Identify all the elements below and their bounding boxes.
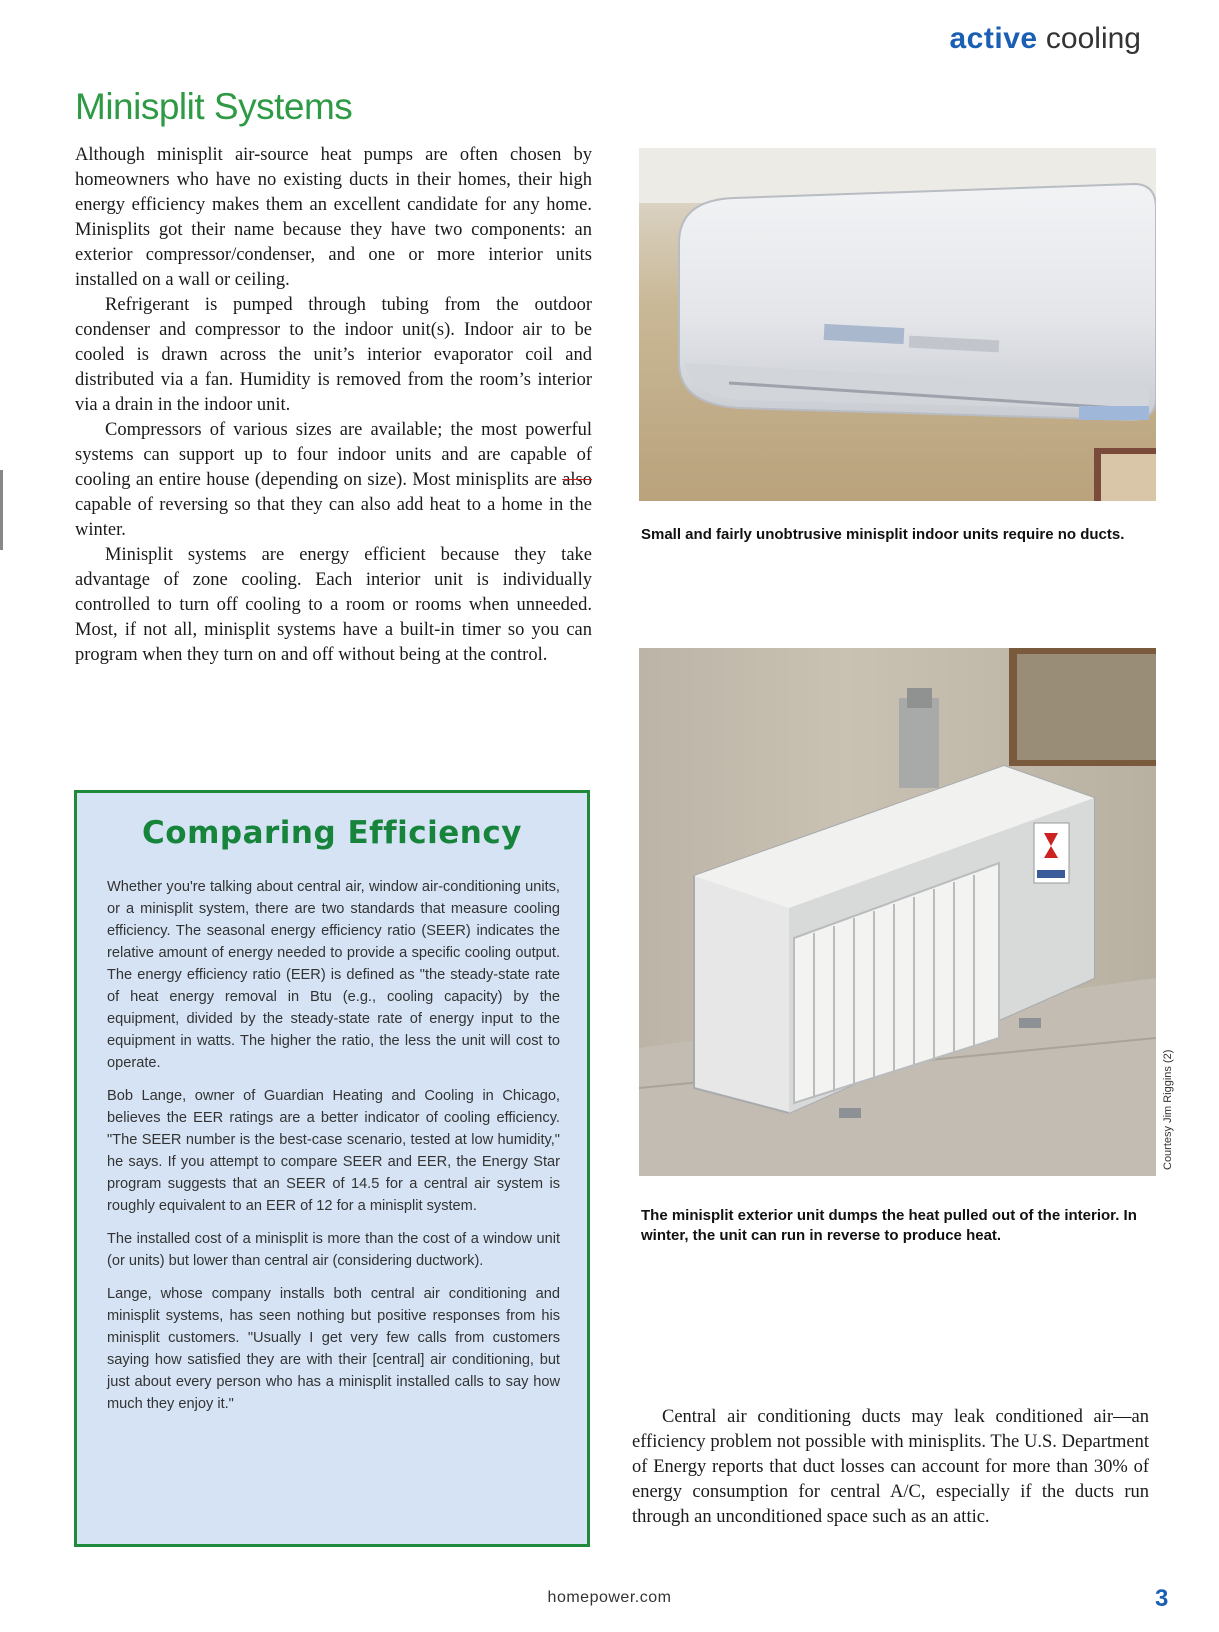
sidebar-paragraph: The installed cost of a minisplit is more than the cost of a window unit (or units) but lower than central air (considering ductwork). <box>107 1231 560 1269</box>
sidebar-body <box>107 876 560 1426</box>
outdoor-unit-illustration <box>639 648 1156 1176</box>
footer-website: homepower.com <box>547 1589 672 1606</box>
indoor-unit-photo <box>639 148 1156 501</box>
page-edge-mark <box>0 470 3 550</box>
article-paragraph-continued: Central air conditioning ducts may leak conditioned air—an efficiency problem not possible with minisplits. The U.S. Department of Energy reports that duct losses can account for more than 30% of energy consumption for central A/C, especially if the ducts run through an unconditioned space such as an attic. <box>632 1407 1149 1527</box>
section-keyword-active: active <box>949 22 1038 55</box>
indoor-unit-illustration <box>639 148 1156 501</box>
article-paragraph: Refrigerant is pumped through tubing from the outdoor condenser and compressor to the indoor unit(s). Indoor air to be cooled is drawn across the unit’s interior evaporator coil and distributed via a fan. Humidity is removed from the room’s interior via a drain in the indoor unit. <box>75 295 592 415</box>
struck-word: also <box>562 470 592 490</box>
outdoor-photo-caption: The minisplit exterior unit dumps the heat pulled out of the interior. In winter, the unit can run in reverse to produce heat. <box>641 1207 1137 1244</box>
section-keyword-cooling: cooling <box>1045 22 1141 55</box>
comparing-efficiency-sidebar <box>74 790 590 1547</box>
outdoor-unit-photo <box>639 648 1156 1176</box>
sidebar-paragraph: Bob Lange, owner of Guardian Heating and Cooling in Chicago, believes the EER ratings are a better indicator of cooling efficiency. "The SEER number is the best-case scenario, tested at low humidity," he says. If you attempt to compare SEER and EER, the Energy Star program suggests that an SEER of 14.5 for a central air system is roughly equivalent to an EER of 12 for a minisplit system. <box>107 1088 560 1214</box>
article-paragraph <box>75 418 592 543</box>
paragraph-text: capable of reversing so that they can also add heat to a home in the winter. <box>75 495 592 540</box>
sidebar-paragraph: Lange, whose company installs both central air conditioning and minisplit systems, has seen nothing but positive responses from his minisplit customers. "Usually I get very few calls from customers saying how satisfied they are with their [central] air conditioning, but just about every person who has a minisplit installed calls to say how much they enjoy it." <box>107 1286 560 1412</box>
article-paragraph: Minisplit systems are energy efficient because they take advantage of zone cooling. Each interior unit is individually controlled to turn off cooling to a room or rooms when unneeded. Most, if not all, minisplit systems have a built-in timer so you can program when they turn on and off without being at the control. <box>75 545 592 665</box>
section-header <box>950 22 1142 56</box>
article-body <box>75 143 592 668</box>
indoor-photo-caption: Small and fairly unobtrusive minisplit indoor units require no ducts. <box>641 526 1125 543</box>
page-number: 3 <box>1155 1585 1169 1612</box>
article-title: Minisplit Systems <box>75 86 353 127</box>
paragraph-text: Compressors of various sizes are available; the most powerful systems can support up to four indoor units and are capable of cooling an entire house (depending on size). Most minisplits are <box>75 420 592 490</box>
photo-credit: Courtesy Jim Riggins (2) <box>1162 1049 1174 1170</box>
article-paragraph: Although minisplit air-source heat pumps are often chosen by homeowners who have no existing ducts in their homes, their high energy efficiency makes them an excellent candidate for any home. Minisplits got their name because they have two components: an exterior compressor/condenser, and one or more interior units installed on a wall or ceiling. <box>75 145 592 290</box>
sidebar-title: Comparing Efficiency <box>142 815 522 851</box>
sidebar-paragraph: Whether you're talking about central air, window air-conditioning units, or a minisplit system, there are two standards that measure cooling efficiency. The seasonal energy efficiency ratio (SEER) indicates the relative amount of energy needed to provide a specific cooling output. The energy efficiency ratio (EER) is defined as "the steady-state rate of heat energy removal in Btu (e.g., cooling capacity) by the equipment, divided by the steady-state rate of energy input to the equipment in watts. The higher the ratio, the less the unit will cost to operate. <box>107 879 560 1071</box>
